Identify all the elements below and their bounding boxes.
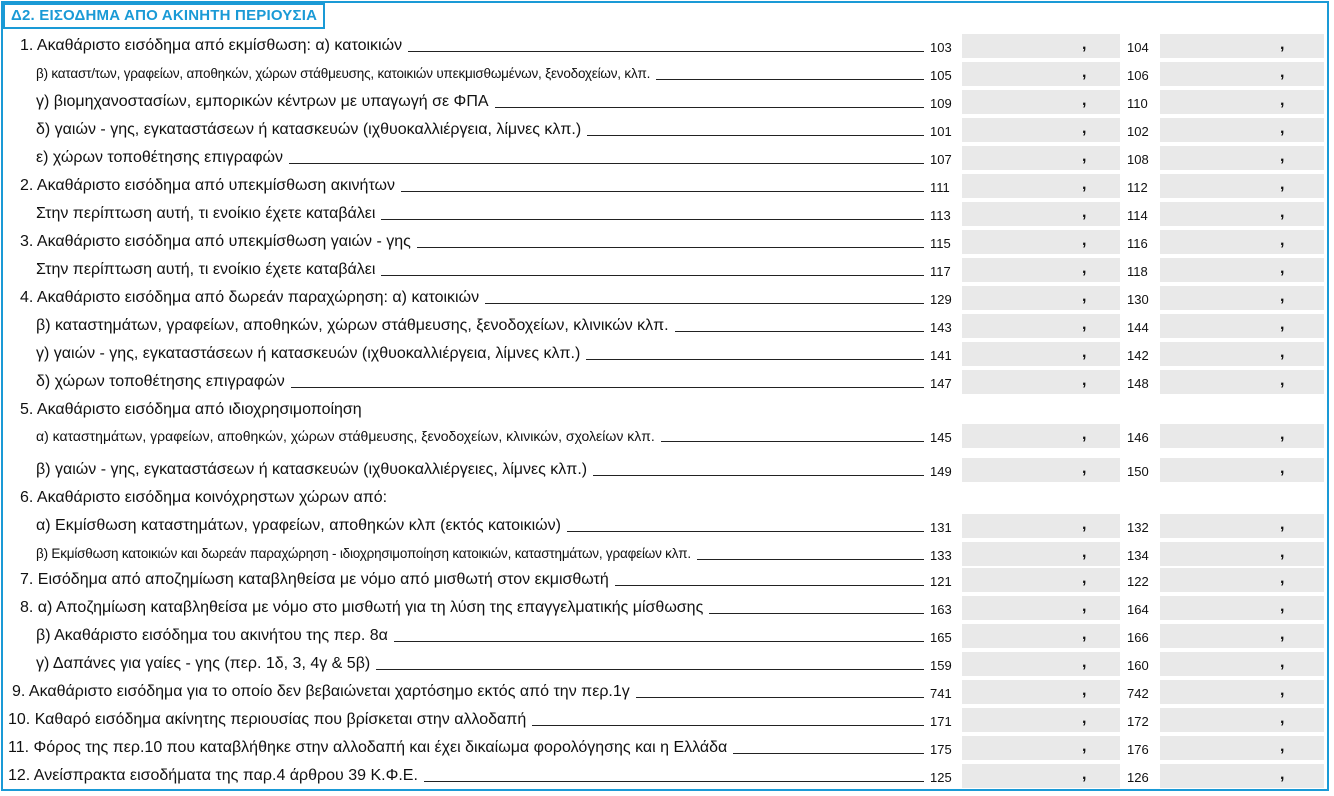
row-label: β) Εκμίσθωση κατοικιών και δωρεάν παραχώρηση - ιδιοχρησιμοποίηση κατοικιών, καταστημάτων, γραφείων κλπ. <box>36 546 691 561</box>
leader-line <box>291 387 924 388</box>
decimal-comma: , <box>1082 626 1087 643</box>
decimal-comma: , <box>1082 738 1087 755</box>
field-code-left: 145 <box>930 430 952 445</box>
row-label: 12. Ανείσπρακτα εισοδήματα της παρ.4 άρθρου 39 Κ.Φ.Ε. <box>8 767 418 784</box>
decimal-comma: , <box>1082 120 1087 137</box>
amount-input-left[interactable] <box>962 342 1120 366</box>
decimal-comma: , <box>1082 36 1087 53</box>
leader-line <box>586 359 924 360</box>
amount-input-left[interactable] <box>962 34 1120 58</box>
form-row <box>0 458 1334 482</box>
field-code-right: 172 <box>1127 714 1149 729</box>
row-label: 11. Φόρος της περ.10 που καταβλήθηκε στην αλλοδαπή και έχει δικαίωμα φορολόγησης και η Ελλάδα <box>8 739 728 756</box>
row-label: β) γαιών - γης, εγκαταστάσεων ή κατασκευών (ιχθυοκαλλιέργειες, λίμνες κλπ.) <box>36 461 588 478</box>
row-label: α) Εκμίσθωση καταστημάτων, γραφείων, αποθηκών κλπ (εκτός κατοικιών) <box>36 517 561 534</box>
decimal-comma: , <box>1082 654 1087 671</box>
form-row <box>0 596 1334 620</box>
row-label: δ) γαιών - γης, εγκαταστάσεων ή κατασκευών (ιχθυοκαλλιέργεια, λίμνες κλπ.) <box>36 121 582 138</box>
leader-line <box>656 79 924 80</box>
decimal-comma: , <box>1280 516 1285 533</box>
leader-line <box>532 725 924 726</box>
field-code-left: 117 <box>930 264 951 279</box>
form-row <box>0 514 1334 538</box>
amount-input-left[interactable] <box>962 568 1120 592</box>
decimal-comma: , <box>1082 426 1087 443</box>
row-label: α) καταστημάτων, γραφείων, αποθηκών, χώρων στάθμευσης, ξενοδοχείων, κλινικών, σχολείων κλπ. <box>36 428 655 444</box>
field-code-left: 113 <box>930 208 951 223</box>
form-row <box>0 568 1334 592</box>
form-row <box>0 146 1334 170</box>
field-code-left: 105 <box>930 68 952 83</box>
field-code-left: 175 <box>930 742 952 757</box>
decimal-comma: , <box>1082 570 1087 587</box>
amount-input-right[interactable] <box>1160 118 1324 142</box>
leader-line <box>289 163 924 164</box>
amount-input-left[interactable] <box>962 90 1120 114</box>
form-row <box>0 542 1334 566</box>
amount-input-left[interactable] <box>962 118 1120 142</box>
leader-line <box>709 613 924 614</box>
decimal-comma: , <box>1082 598 1087 615</box>
form-row <box>0 258 1334 282</box>
amount-input-right[interactable] <box>1160 258 1324 282</box>
leader-line <box>401 191 924 192</box>
amount-input-left[interactable] <box>962 202 1120 226</box>
form-row <box>0 398 1334 422</box>
row-label: γ) Δαπάνες για γαίες - γης (περ. 1δ, 3, 4γ & 5β) <box>36 655 371 672</box>
amount-input-right[interactable] <box>1160 90 1324 114</box>
decimal-comma: , <box>1280 260 1285 277</box>
amount-input-right[interactable] <box>1160 370 1324 394</box>
decimal-comma: , <box>1280 710 1285 727</box>
amount-input-left[interactable] <box>962 596 1120 620</box>
row-label: 7. Εισόδημα από αποζημίωση καταβληθείσα με νόμο από μισθωτή στον εκμισθωτή <box>20 571 609 588</box>
field-code-right: 112 <box>1127 180 1148 195</box>
decimal-comma: , <box>1280 654 1285 671</box>
form-row <box>0 486 1334 510</box>
decimal-comma: , <box>1280 570 1285 587</box>
field-code-right: 104 <box>1127 40 1149 55</box>
form-row <box>0 424 1334 448</box>
decimal-comma: , <box>1082 92 1087 109</box>
row-label: 8. α) Αποζημίωση καταβληθείσα με νόμο στο μισθωτή για τη λύση της επαγγελματικής μίσθωσης <box>20 599 704 616</box>
row-label: Στην περίπτωση αυτή, τι ενοίκιο έχετε καταβάλει <box>36 261 376 278</box>
decimal-comma: , <box>1082 176 1087 193</box>
decimal-comma: , <box>1280 344 1285 361</box>
amount-input-right[interactable] <box>1160 314 1324 338</box>
field-code-right: 148 <box>1127 376 1149 391</box>
decimal-comma: , <box>1082 260 1087 277</box>
amount-input-right[interactable] <box>1160 568 1324 592</box>
field-code-left: 133 <box>930 548 952 563</box>
row-label: β) καταστημάτων, γραφείων, αποθηκών, χώρων στάθμευσης, ξενοδοχείων, κλινικών κλπ. <box>36 317 669 334</box>
form-row <box>0 202 1334 226</box>
form-row <box>0 62 1334 86</box>
field-code-right: 146 <box>1127 430 1149 445</box>
form-row <box>0 34 1334 58</box>
decimal-comma: , <box>1082 148 1087 165</box>
decimal-comma: , <box>1082 344 1087 361</box>
amount-input-right[interactable] <box>1160 146 1324 170</box>
field-code-right: 106 <box>1127 68 1149 83</box>
form-row <box>0 736 1334 760</box>
form-row <box>0 286 1334 310</box>
amount-input-left[interactable] <box>962 286 1120 310</box>
amount-input-left[interactable] <box>962 258 1120 282</box>
field-code-right: 142 <box>1127 348 1149 363</box>
amount-input-left[interactable] <box>962 624 1120 648</box>
row-label: β) Ακαθάριστο εισόδημα του ακινήτου της περ. 8α <box>36 627 388 644</box>
field-code-right: 130 <box>1127 292 1149 307</box>
leader-line <box>567 531 924 532</box>
row-label: γ) βιομηχανοστασίων, εμπορικών κέντρων με υπαγωγή σε ΦΠΑ <box>36 93 489 110</box>
amount-input-right[interactable] <box>1160 458 1324 482</box>
decimal-comma: , <box>1280 64 1285 81</box>
decimal-comma: , <box>1082 710 1087 727</box>
leader-line <box>697 559 924 560</box>
field-code-right: 102 <box>1127 124 1149 139</box>
amount-input-left[interactable] <box>962 652 1120 676</box>
field-code-left: 143 <box>930 320 952 335</box>
field-code-right: 114 <box>1127 208 1148 223</box>
amount-input-right[interactable] <box>1160 764 1324 788</box>
decimal-comma: , <box>1082 204 1087 221</box>
field-code-left: 103 <box>930 40 952 55</box>
row-label: Στην περίπτωση αυτή, τι ενοίκιο έχετε καταβάλει <box>36 205 376 222</box>
amount-input-right[interactable] <box>1160 424 1324 448</box>
amount-input-left[interactable] <box>962 542 1120 566</box>
decimal-comma: , <box>1082 460 1087 477</box>
decimal-comma: , <box>1280 232 1285 249</box>
row-label: 4. Ακαθάριστο εισόδημα από δωρεάν παραχώρηση: α) κατοικιών <box>20 289 480 306</box>
row-label: 2. Ακαθάριστο εισόδημα από υπεκμίσθωση ακινήτων <box>20 177 396 194</box>
field-code-left: 129 <box>930 292 952 307</box>
amount-input-left[interactable] <box>962 424 1120 448</box>
amount-input-right[interactable] <box>1160 174 1324 198</box>
amount-input-right[interactable] <box>1160 286 1324 310</box>
decimal-comma: , <box>1280 204 1285 221</box>
decimal-comma: , <box>1280 372 1285 389</box>
decimal-comma: , <box>1280 544 1285 561</box>
field-code-right: 122 <box>1127 574 1149 589</box>
form-row <box>0 118 1334 142</box>
section-title: Δ2. ΕΙΣΟΔΗΜΑ ΑΠΟ ΑΚΙΝΗΤΗ ΠΕΡΙΟΥΣΙΑ <box>3 3 325 29</box>
field-code-left: 107 <box>930 152 952 167</box>
decimal-comma: , <box>1280 92 1285 109</box>
amount-input-left[interactable] <box>962 230 1120 254</box>
decimal-comma: , <box>1280 626 1285 643</box>
decimal-comma: , <box>1280 766 1285 783</box>
field-code-left: 165 <box>930 630 952 645</box>
leader-line <box>593 475 924 476</box>
field-code-right: 126 <box>1127 770 1149 785</box>
decimal-comma: , <box>1280 460 1285 477</box>
row-label: ε) χώρων τοποθέτησης επιγραφών <box>36 149 284 166</box>
leader-line <box>615 585 924 586</box>
amount-input-left[interactable] <box>962 174 1120 198</box>
field-code-left: 741 <box>930 686 952 701</box>
amount-input-right[interactable] <box>1160 736 1324 760</box>
leader-line <box>394 641 924 642</box>
field-code-left: 111 <box>930 180 950 195</box>
amount-input-right[interactable] <box>1160 62 1324 86</box>
form-row <box>0 370 1334 394</box>
amount-input-right[interactable] <box>1160 230 1324 254</box>
decimal-comma: , <box>1280 426 1285 443</box>
leader-line <box>636 697 924 698</box>
amount-input-left[interactable] <box>962 370 1120 394</box>
amount-input-left[interactable] <box>962 62 1120 86</box>
leader-line <box>495 107 924 108</box>
amount-input-left[interactable] <box>962 680 1120 704</box>
amount-input-right[interactable] <box>1160 342 1324 366</box>
amount-input-left[interactable] <box>962 736 1120 760</box>
decimal-comma: , <box>1280 316 1285 333</box>
decimal-comma: , <box>1082 682 1087 699</box>
amount-input-right[interactable] <box>1160 652 1324 676</box>
row-label: 9. Ακαθάριστο εισόδημα για το οποίο δεν βεβαιώνεται χαρτόσημο εκτός από την περ.1γ <box>12 683 630 700</box>
field-code-left: 131 <box>930 520 952 535</box>
leader-line <box>381 275 924 276</box>
decimal-comma: , <box>1280 36 1285 53</box>
form-row <box>0 174 1334 198</box>
leader-line <box>381 219 924 220</box>
field-code-left: 159 <box>930 658 952 673</box>
form-row <box>0 230 1334 254</box>
decimal-comma: , <box>1082 64 1087 81</box>
amount-input-left[interactable] <box>962 458 1120 482</box>
decimal-comma: , <box>1082 288 1087 305</box>
field-code-right: 110 <box>1127 96 1148 111</box>
field-code-right: 118 <box>1127 264 1148 279</box>
row-label: δ) χώρων τοποθέτησης επιγραφών <box>36 373 285 390</box>
amount-input-right[interactable] <box>1160 514 1324 538</box>
field-code-left: 101 <box>930 124 952 139</box>
field-code-left: 125 <box>930 770 952 785</box>
field-code-right: 742 <box>1127 686 1149 701</box>
leader-line <box>485 303 924 304</box>
decimal-comma: , <box>1280 598 1285 615</box>
field-code-left: 141 <box>930 348 952 363</box>
decimal-comma: , <box>1280 176 1285 193</box>
amount-input-left[interactable] <box>962 708 1120 732</box>
leader-line <box>424 781 924 782</box>
amount-input-left[interactable] <box>962 146 1120 170</box>
row-label: 3. Ακαθάριστο εισόδημα από υπεκμίσθωση γαιών - γης <box>20 233 411 250</box>
form-row <box>0 342 1334 366</box>
amount-input-right[interactable] <box>1160 596 1324 620</box>
decimal-comma: , <box>1082 232 1087 249</box>
leader-line <box>376 669 924 670</box>
field-code-right: 144 <box>1127 320 1149 335</box>
form-row <box>0 652 1334 676</box>
leader-line <box>733 753 924 754</box>
leader-line <box>675 331 924 332</box>
field-code-right: 132 <box>1127 520 1149 535</box>
amount-input-right[interactable] <box>1160 708 1324 732</box>
field-code-left: 121 <box>930 574 952 589</box>
decimal-comma: , <box>1082 766 1087 783</box>
amount-input-left[interactable] <box>962 314 1120 338</box>
decimal-comma: , <box>1082 516 1087 533</box>
form-row <box>0 764 1334 788</box>
decimal-comma: , <box>1082 544 1087 561</box>
decimal-comma: , <box>1280 148 1285 165</box>
field-code-right: 164 <box>1127 602 1149 617</box>
field-code-right: 176 <box>1127 742 1149 757</box>
form-row <box>0 90 1334 114</box>
decimal-comma: , <box>1280 738 1285 755</box>
amount-input-right[interactable] <box>1160 202 1324 226</box>
field-code-right: 134 <box>1127 548 1149 563</box>
leader-line <box>417 247 924 248</box>
form-row <box>0 624 1334 648</box>
row-label: γ) γαιών - γης, εγκαταστάσεων ή κατασκευών (ιχθυοκαλλιέργεια, λίμνες κλπ.) <box>36 345 581 362</box>
field-code-right: 150 <box>1127 464 1149 479</box>
amount-input-right[interactable] <box>1160 624 1324 648</box>
field-code-left: 109 <box>930 96 952 111</box>
leader-line <box>587 135 924 136</box>
form-row <box>0 708 1334 732</box>
field-code-right: 166 <box>1127 630 1149 645</box>
field-code-right: 160 <box>1127 658 1149 673</box>
row-label: 6. Ακαθάριστο εισόδημα κοινόχρηστων χώρων από: <box>20 489 388 506</box>
row-label: β) καταστ/των, γραφείων, αποθηκών, χώρων στάθμευσης, κατοικιών υπεκμισθωμένων, ξενοδοχείων, κλπ. <box>36 66 651 81</box>
field-code-left: 147 <box>930 376 952 391</box>
leader-line <box>661 441 924 442</box>
amount-input-left[interactable] <box>962 514 1120 538</box>
decimal-comma: , <box>1082 372 1087 389</box>
decimal-comma: , <box>1280 682 1285 699</box>
field-code-left: 171 <box>930 714 952 729</box>
amount-input-right[interactable] <box>1160 680 1324 704</box>
field-code-left: 149 <box>930 464 952 479</box>
field-code-right: 108 <box>1127 152 1149 167</box>
row-label: 10. Καθαρό εισόδημα ακίνητης περιουσίας που βρίσκεται στην αλλοδαπή <box>8 711 527 728</box>
decimal-comma: , <box>1082 316 1087 333</box>
form-row <box>0 314 1334 338</box>
amount-input-right[interactable] <box>1160 34 1324 58</box>
row-label: 1. Ακαθάριστο εισόδημα από εκμίσθωση: α) κατοικιών <box>20 37 403 54</box>
decimal-comma: , <box>1280 120 1285 137</box>
field-code-left: 163 <box>930 602 952 617</box>
amount-input-right[interactable] <box>1160 542 1324 566</box>
leader-line <box>408 51 924 52</box>
amount-input-left[interactable] <box>962 764 1120 788</box>
row-label: 5. Ακαθάριστο εισόδημα από ιδιοχρησιμοποίηση <box>20 401 362 418</box>
decimal-comma: , <box>1280 288 1285 305</box>
field-code-left: 115 <box>930 236 951 251</box>
field-code-right: 116 <box>1127 236 1148 251</box>
form-row <box>0 680 1334 704</box>
